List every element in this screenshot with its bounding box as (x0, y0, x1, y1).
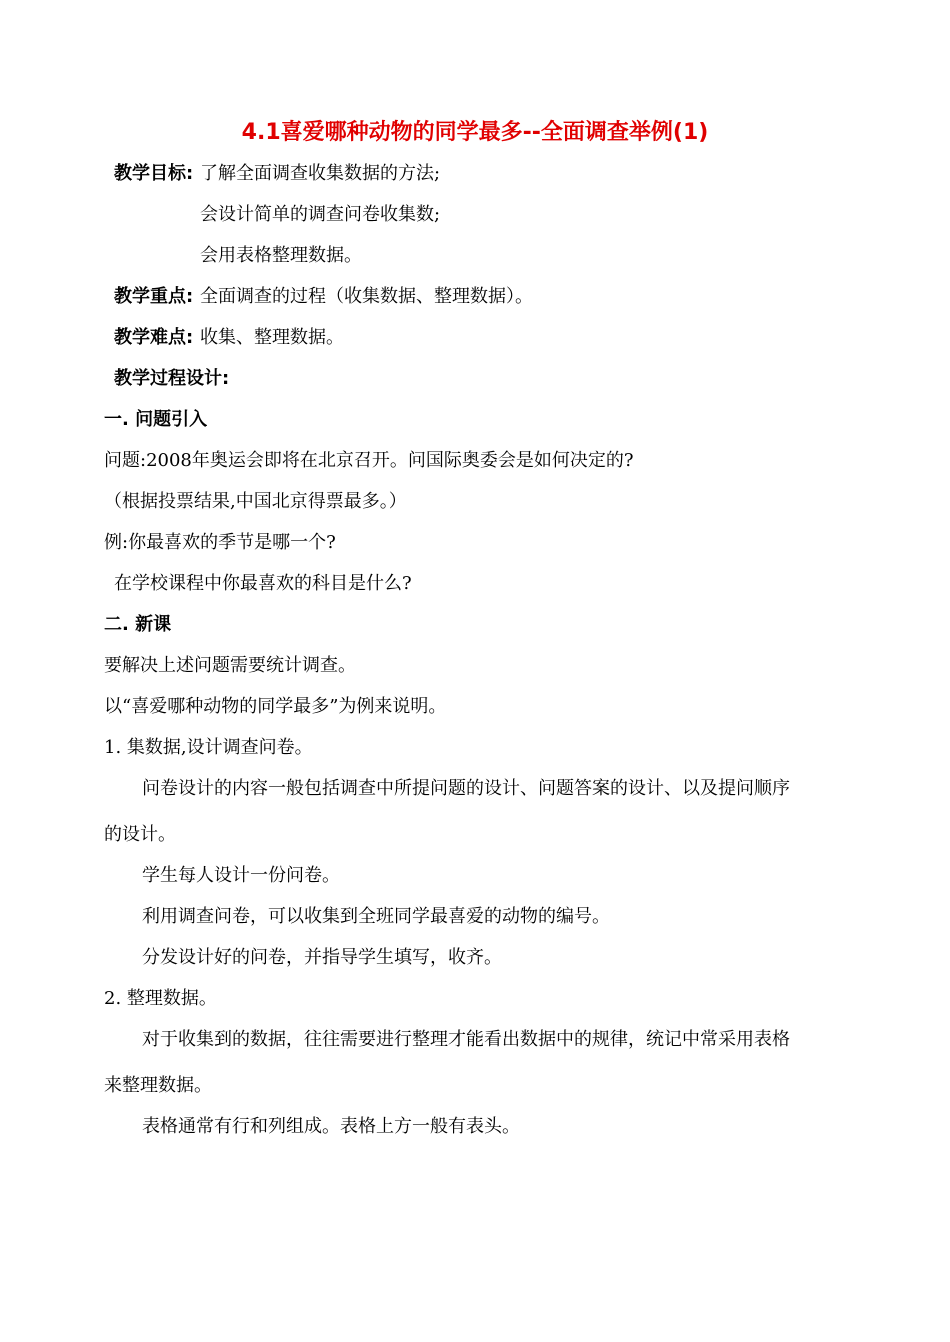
objectives-label: 教学目标: (114, 163, 194, 184)
paragraph-line: 问题:2008年奥运会即将在北京召开。问国际奥委会是如何决定的? (104, 450, 634, 471)
paragraph-line: 对于收集到的数据，往往需要进行整理才能看出数据中的规律，统记中常采用表格 (142, 1029, 790, 1050)
paragraph-line: 在学校课程中你最喜欢的科目是什么? (114, 573, 412, 594)
paragraph-line: 表格通常有行和列组成。表格上方一般有表头。 (142, 1116, 520, 1137)
objective-item: 了解全面调查收集数据的方法; (200, 163, 441, 184)
objective-item: 会设计简单的调查问卷收集数; (200, 204, 441, 225)
section-heading: 一. 问题引入 (104, 409, 208, 430)
paragraph-line: 分发设计好的问卷，并指导学生填写，收齐。 (142, 947, 502, 968)
paragraph-line: 利用调查问卷，可以收集到全班同学最喜爱的动物的编号。 (142, 906, 610, 927)
difficulty-text: 收集、整理数据。 (200, 327, 344, 348)
objective-item: 会用表格整理数据。 (200, 245, 362, 266)
step-heading: 1. 集数据,设计调查问卷。 (104, 737, 313, 758)
section-heading: 二. 新课 (104, 614, 172, 635)
key-point-text: 全面调查的过程（收集数据、整理数据）。 (200, 286, 533, 307)
paragraph-line: 以“喜爱哪种动物的同学最多”为例来说明。 (104, 696, 447, 717)
paragraph-line: 来整理数据。 (104, 1075, 212, 1096)
key-point-label: 教学重点: (114, 286, 194, 307)
paragraph-line: 问卷设计的内容一般包括调查中所提问题的设计、问题答案的设计、以及提问顺序 (142, 778, 790, 799)
paragraph-line: 学生每人设计一份问卷。 (142, 865, 340, 886)
step-heading: 2. 整理数据。 (104, 988, 217, 1009)
process-label: 教学过程设计: (114, 368, 230, 389)
difficulty-label: 教学难点: (114, 327, 194, 348)
paragraph-line: 的设计。 (104, 824, 176, 845)
document-title: 4.1喜爱哪种动物的同学最多--全面调查举例(1) (241, 120, 709, 145)
paragraph-line: （根据投票结果,中国北京得票最多。） (104, 491, 407, 512)
paragraph-line: 要解决上述问题需要统计调查。 (104, 655, 356, 676)
paragraph-line: 例:你最喜欢的季节是哪一个? (104, 532, 336, 553)
